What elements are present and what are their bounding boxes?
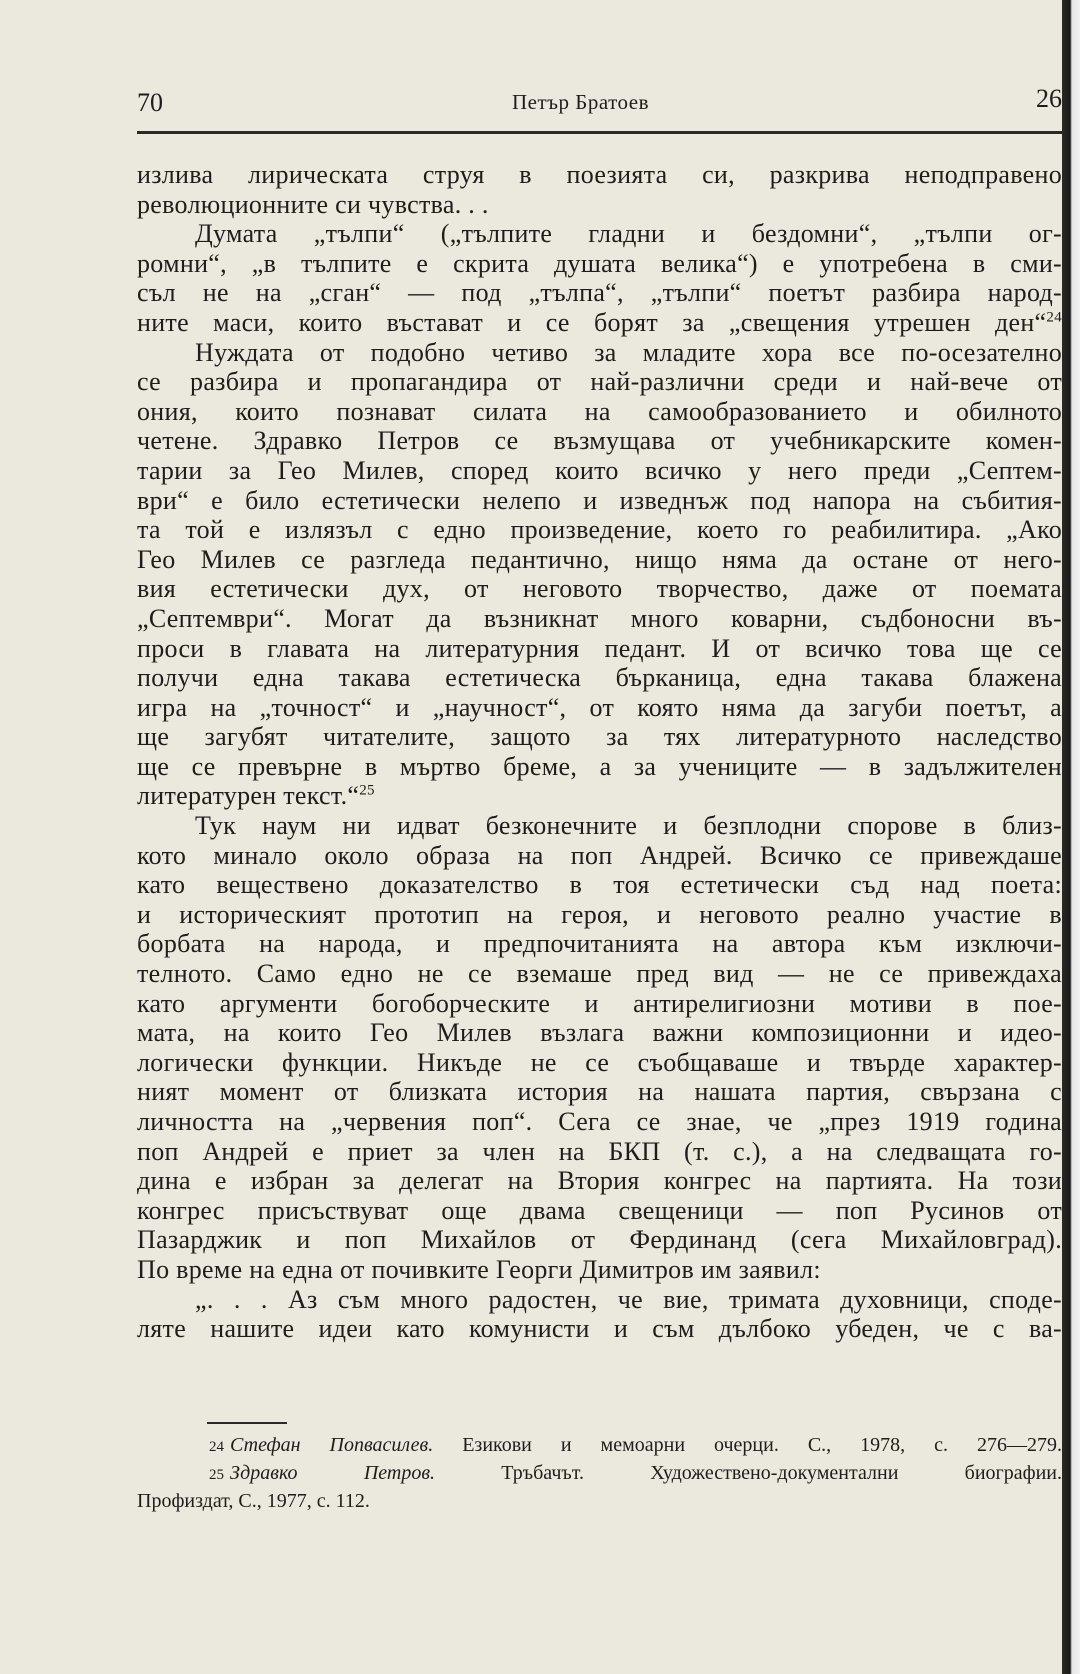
- footnote-25: [137, 1459, 1062, 1487]
- footnote-text: Езикови и мемоарни очерци. С., 1978, с. 276—279.: [462, 1434, 1062, 1456]
- footnotes: [137, 1431, 1062, 1515]
- text-line: поп Андрей е приет за член на БКП (т. с.), а на следващата го-: [137, 1136, 1062, 1166]
- text-line: излива лирическата струя в поезията си, разкрива неподправено: [137, 160, 1062, 189]
- footnote-ref-25: 25: [359, 782, 375, 799]
- header-rule: [137, 131, 1062, 134]
- text-line: логически функции. Никъде не се съобщаваше и твърде характер-: [137, 1047, 1062, 1077]
- text-line: вия естетически дух, от неговото творчество, даже от поемата: [137, 574, 1062, 604]
- footnote-24: [137, 1431, 1062, 1459]
- footnote-number: 24: [209, 1439, 224, 1455]
- text-line: „. . . Аз съм много радостен, че вие, тримата духовници, споде-: [195, 1284, 1062, 1314]
- text-line: като аргументи богоборческите и антирелигиозни мотиви в пое-: [137, 988, 1062, 1018]
- body-text: [137, 160, 1062, 1344]
- text-line: четене. Здравко Петров се възмущава от учебникарските комен-: [137, 426, 1062, 456]
- text-line: мата, на които Гео Милев възлага важни композиционни и идео-: [137, 1018, 1062, 1048]
- text-line: борбата на народа, и предпочитанията на автора към изключи-: [137, 929, 1062, 959]
- text-line: конгрес присъствуват още двама свещеници — поп Русинов от: [137, 1195, 1062, 1225]
- footnote-author: Здравко Петров.: [230, 1462, 435, 1484]
- next-page-number: 26: [1036, 84, 1062, 113]
- text-line: ромни“, „в тълпите е скрита душата велика“) е употребена в сми-: [137, 248, 1062, 278]
- page-number: 70: [137, 88, 163, 117]
- footnote-text: Тръбачът. Художествено-документални биографии.: [501, 1462, 1062, 1484]
- footnote-author: Стефан Попвасилев.: [230, 1434, 434, 1456]
- text-line: тарии за Гео Милев, според които всичко у него преди „Септем-: [137, 455, 1062, 485]
- text-line: дина е избран за делегат на Втория конгрес на партията. На този: [137, 1166, 1062, 1196]
- text-line: [137, 308, 1062, 338]
- text-line-content: ните маси, които въстават и се борят за „свещения утрешен ден“: [137, 307, 1047, 337]
- text-line: ври“ е било естетически нелепо и изведнъж под напора на събития-: [137, 485, 1062, 515]
- text-line: и историческият прототип на героя, и неговото реално участие в: [137, 899, 1062, 929]
- page-header: [137, 84, 1062, 124]
- text-line: ляте нашите идеи като комунисти и съм дълбоко убеден, че с ва-: [137, 1314, 1062, 1344]
- text-line: кото минало около образа на поп Андрей. Всичко се привеждаше: [137, 840, 1062, 870]
- text-line: Гео Милев се разгледа педантично, нищо няма да остане от него-: [137, 544, 1062, 574]
- text-line: се разбира и пропагандира от най-различни среди и най-вече от: [137, 367, 1062, 397]
- text-line: проси в главата на литературния педант. И от всичко това ще се: [137, 633, 1062, 663]
- text-line: революционните си чувства. . .: [137, 189, 489, 219]
- text-line: По време на една от почивките Георги Димитров им заявил:: [137, 1254, 821, 1284]
- text-line: получи една такава естетическа бърканица, една такава блажена: [137, 663, 1062, 693]
- running-head: Петър Братоев: [512, 90, 650, 114]
- text-line: като веществено доказателство в тоя естетически съд над поета:: [137, 870, 1062, 900]
- text-line: ният момент от близката история на нашата партия, свързана с: [137, 1077, 1062, 1107]
- text-line: ония, които познават силата на самообразованието и обилното: [137, 396, 1062, 426]
- text-line: Пазарджик и поп Михайлов от Фердинанд (сега Михайловград).: [137, 1225, 1062, 1255]
- footnote-number: 25: [209, 1467, 224, 1483]
- text-line: игра на „точност“ и „научност“, от която няма да загуби поетът, а: [137, 692, 1062, 722]
- footnote-rule: [207, 1422, 287, 1424]
- text-line: ще загубят читателите, защото за тях литературното наследство: [137, 722, 1062, 752]
- text-line: съл не на „сган“ — под „тълпа“, „тълпи“ поетът разбира народ-: [137, 278, 1062, 308]
- text-line: личността на „червения поп“. Сега се знае, че „през 1919 година: [137, 1107, 1062, 1136]
- page-edge: [1062, 0, 1080, 1674]
- text-line: „Септември“. Могат да възникнат много коварни, съдбоносни въ-: [137, 603, 1062, 633]
- text-line-content: литературен текст.“: [137, 781, 360, 811]
- text-line: Тук наум ни идват безконечните и безплодни спорове в близ-: [195, 811, 1062, 841]
- text-line: [137, 781, 1062, 811]
- text-line: ще се превърне в мъртво бреме, а за учениците — в задължителен: [137, 751, 1062, 781]
- text-line: та той е излязъл с едно произведение, което го реабилитира. „Ако: [137, 515, 1062, 545]
- text-line: телното. Само едно не се вземаше пред вид — не се привеждаха: [137, 959, 1062, 989]
- footnote-ref-24: 24: [1046, 309, 1062, 326]
- footnote-25-continuation: Профиздат, С., 1977, с. 112.: [137, 1490, 370, 1512]
- text-line: Нуждата от подобно четиво за младите хора все по-осезателно: [195, 337, 1062, 367]
- text-line: Думата „тълпи“ („тълпите гладни и бездомни“, „тълпи ог-: [195, 219, 1062, 249]
